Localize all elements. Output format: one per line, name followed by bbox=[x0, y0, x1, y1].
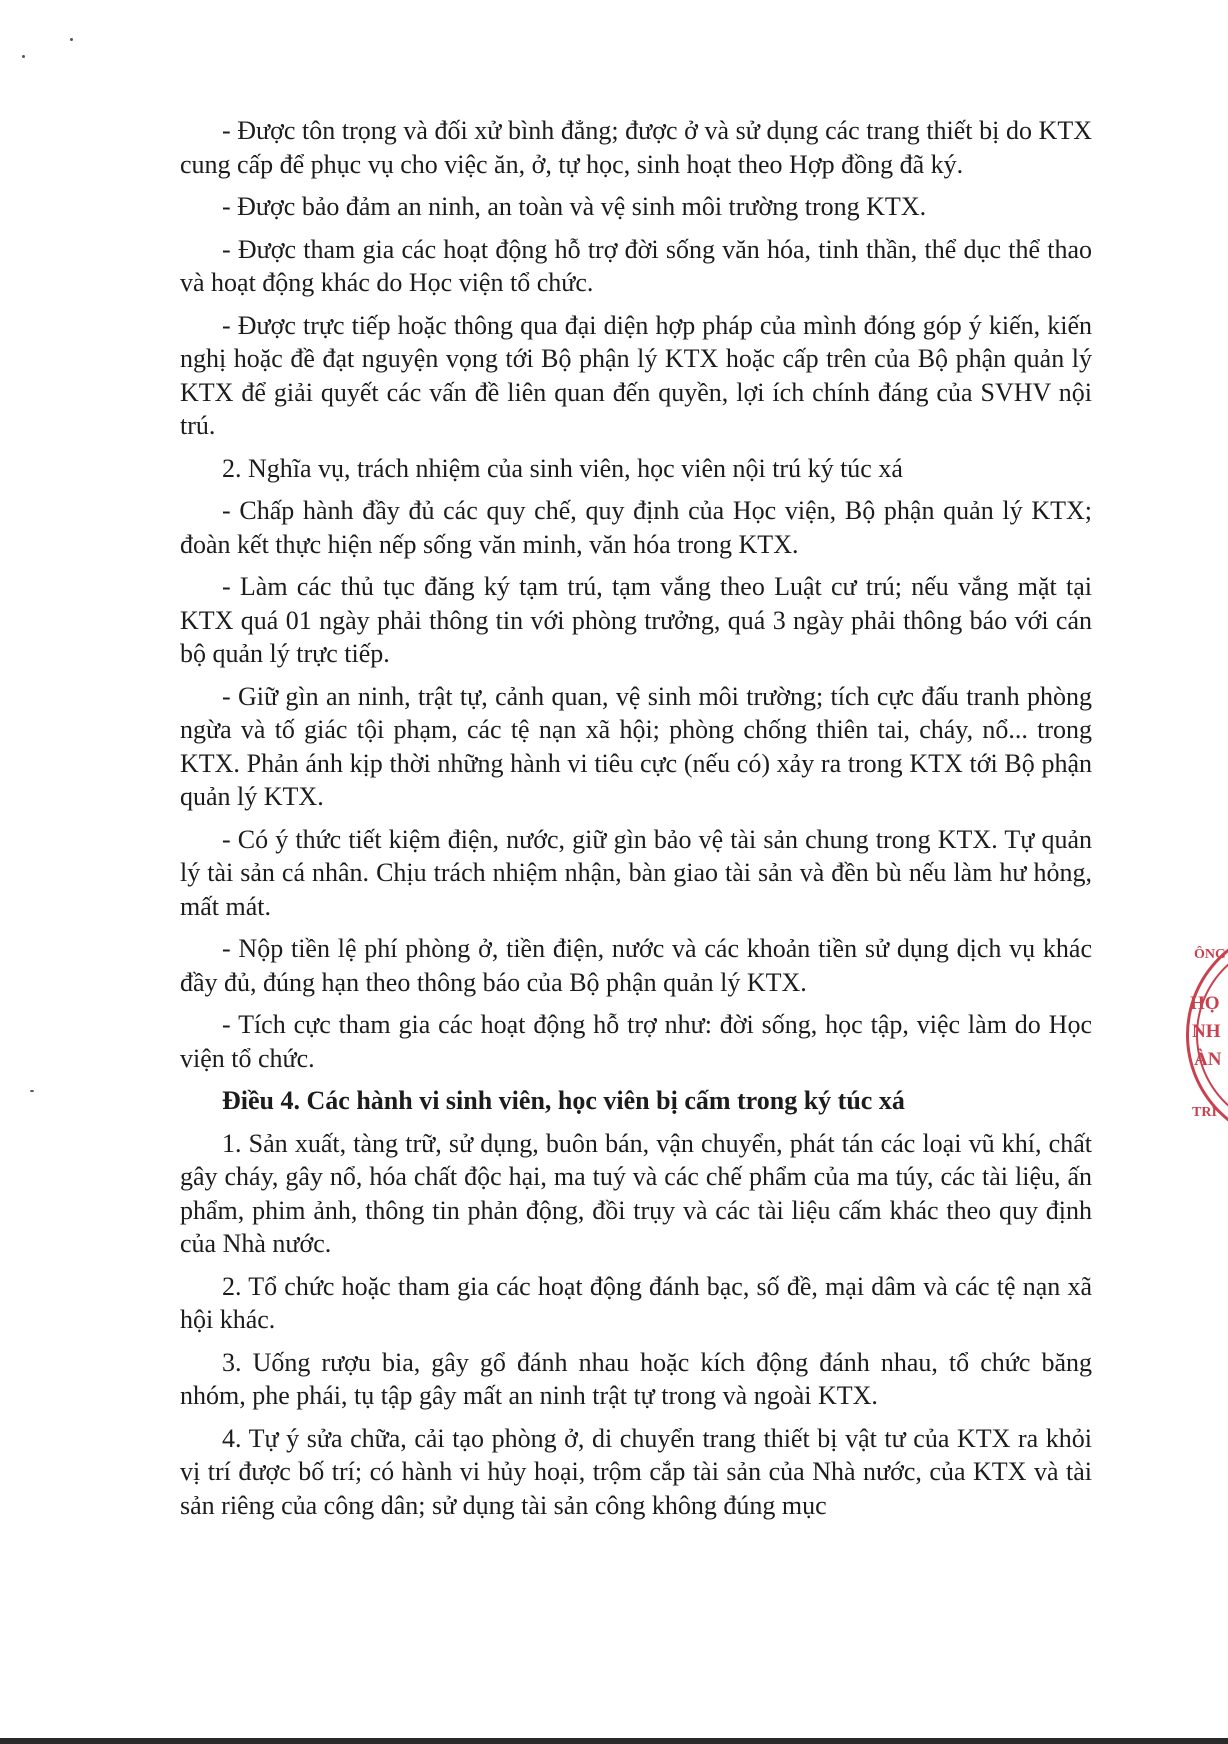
paragraph: - Làm các thủ tục đăng ký tạm trú, tạm vắng theo Luật cư trú; nếu vắng mặt tại KTX quá 01 ngày phải thông tin với phòng trưởng, quá 3 ngày phải thông báo với cán bộ quản lý trực tiếp. bbox=[180, 572, 1092, 668]
paragraph: - Được bảo đảm an ninh, an toàn và vệ sinh môi trường trong KTX. bbox=[222, 192, 927, 221]
section-heading: 2. Nghĩa vụ, trách nhiệm của sinh viên, học viên nội trú ký túc xá bbox=[222, 453, 903, 483]
article-item: 1. Sản xuất, tàng trữ, sử dụng, buôn bán, vận chuyển, phát tán các loại vũ khí, chất gây cháy, gây nổ, hóa chất độc hại, ma tuý và các chế phẩm của ma túy, các tài liệu, ấn phẩm, phim ảnh, thông tin phản động, đồi trụy và các tài liệu cấm khác theo quy định của Nhà nước. bbox=[180, 1128, 1092, 1258]
seal-fragment: TRI bbox=[1192, 1105, 1217, 1120]
paragraph: - Được tham gia các hoạt động hỗ trợ đời sống văn hóa, tinh thần, thể dục thể thao và hoạt động khác do Học viện tổ chức. bbox=[180, 234, 1092, 297]
scan-speck bbox=[70, 38, 73, 41]
paragraph: - Giữ gìn an ninh, trật tự, cảnh quan, vệ sinh môi trường; tích cực đấu tranh phòng ngừa và tố giác tội phạm, các tệ nạn xã hội; phòng chống thiên tai, cháy, nổ... trong KTX. Phản ánh kịp thời những hành vi tiêu cực (nếu có) xảy ra trong KTX tới Bộ phận quản lý KTX. bbox=[180, 681, 1092, 811]
paragraph: - Tích cực tham gia các hoạt động hỗ trợ như: đời sống, học tập, việc làm do Học viện tổ chức. bbox=[180, 1010, 1092, 1073]
scan-bottom-edge bbox=[0, 1738, 1228, 1744]
scan-speck bbox=[22, 55, 25, 58]
article-item: 2. Tổ chức hoặc tham gia các hoạt động đánh bạc, số đề, mại dâm và các tệ nạn xã hội khác. bbox=[180, 1271, 1092, 1334]
paragraph: - Được tôn trọng và đối xử bình đẳng; được ở và sử dụng các trang thiết bị do KTX cung cấp để phục vụ cho việc ăn, ở, tự học, sinh hoạt theo Hợp đồng đã ký. bbox=[180, 116, 1092, 179]
article-item: 3. Uống rượu bia, gây gổ đánh nhau hoặc kích động đánh nhau, tổ chức băng nhóm, phe phái, tụ tập gây mất an ninh trật tự trong và ngoài KTX. bbox=[180, 1347, 1092, 1410]
paragraph: - Được trực tiếp hoặc thông qua đại diện hợp pháp của mình đóng góp ý kiến, kiến nghị hoặc đề đạt nguyện vọng tới Bộ phận lý KTX hoặc cấp trên của Bộ phận quản lý KTX để giải quyết các vấn đề liên quan đến quyền, lợi ích chính đáng của SVHV nội trú. bbox=[180, 310, 1092, 440]
paragraph: - Nộp tiền lệ phí phòng ở, tiền điện, nước và các khoản tiền sử dụng dịch vụ khác đầy đủ, đúng hạn theo thông báo của Bộ phận quản lý KTX. bbox=[180, 934, 1092, 997]
seal-fragment: NH bbox=[1192, 1021, 1221, 1042]
scan-speck bbox=[30, 1090, 34, 1092]
seal-fragment: HỌ bbox=[1190, 993, 1220, 1014]
seal-fragment: ÀN bbox=[1194, 1049, 1222, 1070]
seal-fragment: ÔNG bbox=[1194, 947, 1226, 962]
document-body bbox=[180, 114, 1092, 1522]
article-item: 4. Tự ý sửa chữa, cải tạo phòng ở, di chuyển trang thiết bị vật tư của KTX ra khỏi vị trí được bố trí; có hành vi hủy hoại, trộm cắp tài sản của Nhà nước, của KTX và tài sản riêng của công dân; sử dụng tài sản công không đúng mục bbox=[180, 1423, 1092, 1520]
paragraph: - Có ý thức tiết kiệm điện, nước, giữ gìn bảo vệ tài sản chung trong KTX. Tự quản lý tài sản cá nhân. Chịu trách nhiệm nhận, bàn giao tài sản và đền bù nếu làm hư hỏng, mất mát. bbox=[180, 824, 1092, 921]
article-heading: Điều 4. Các hành vi sinh viên, học viên bị cấm trong ký túc xá bbox=[222, 1086, 905, 1115]
paragraph: - Chấp hành đầy đủ các quy chế, quy định của Học viện, Bộ phận quản lý KTX; đoàn kết thực hiện nếp sống văn minh, văn hóa trong KTX. bbox=[180, 496, 1092, 559]
red-seal-stamp bbox=[1186, 925, 1228, 1145]
